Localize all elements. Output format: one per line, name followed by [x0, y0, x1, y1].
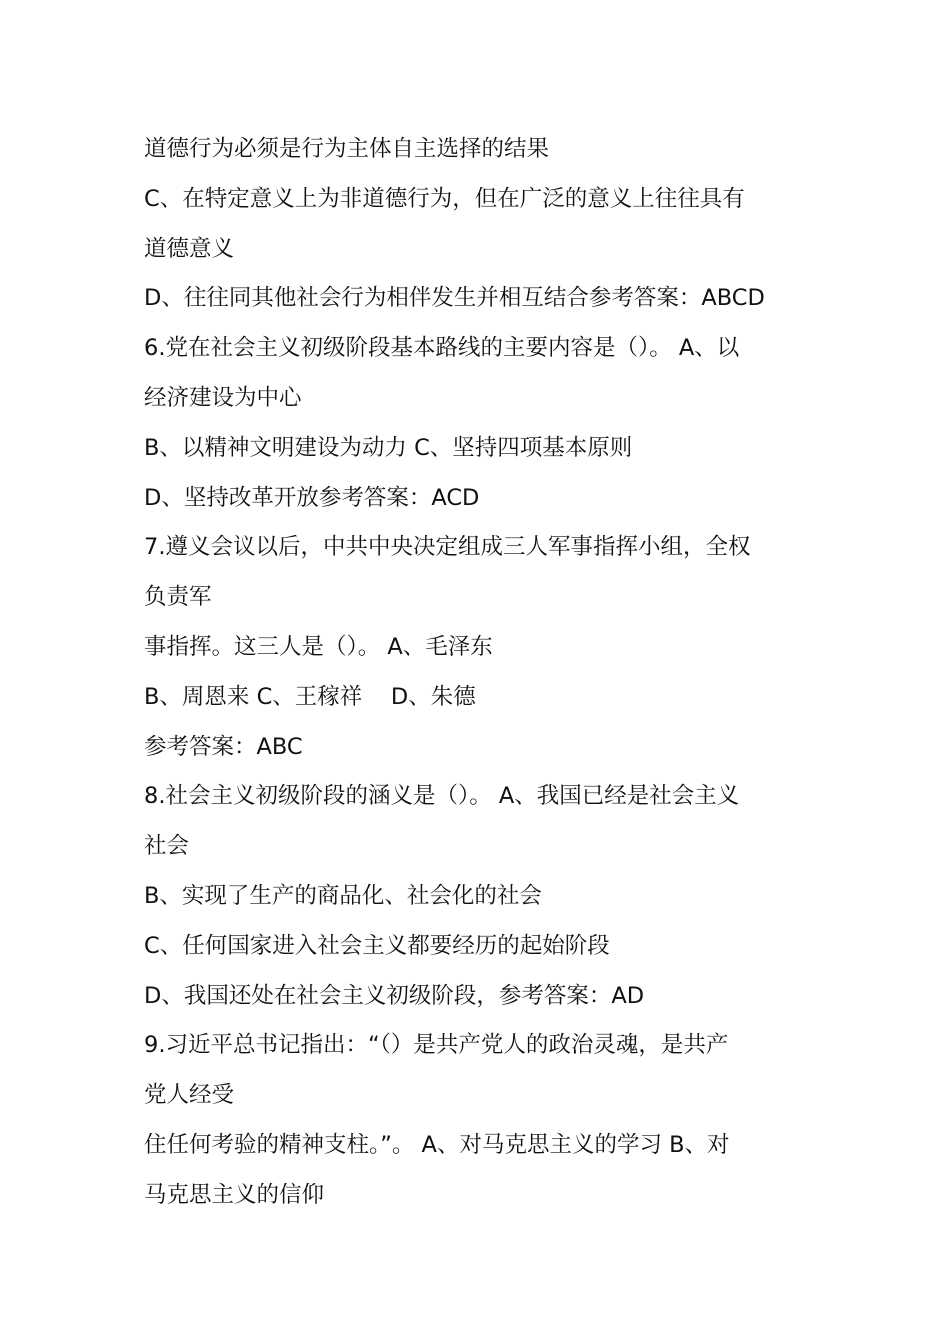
- text-line: 住任何考验的精神支柱。”。 A、对马克思主义的学习 B、对: [144, 1131, 730, 1158]
- text-line: B、实现了生产的商品化、社会化的社会: [144, 882, 542, 909]
- text-line: D、坚持改革开放参考答案：ACD: [144, 484, 480, 511]
- question-line: 6.党在社会主义初级阶段基本路线的主要内容是（）。 A、以: [144, 335, 740, 362]
- text-line: 马克思主义的信仰: [144, 1181, 325, 1208]
- question-line: 8.社会主义初级阶段的涵义是（）。 A、我国已经是社会主义: [144, 783, 740, 810]
- text-line: 道德行为必须是行为主体自主选择的结果: [144, 136, 550, 162]
- text-line: 参考答案：ABC: [144, 733, 303, 760]
- text-line: 经济建设为中心: [144, 384, 302, 411]
- text-line: D、往往同其他社会行为相伴发生并相互结合参考答案：ABCD: [144, 285, 765, 312]
- text-line: 党人经受: [144, 1082, 235, 1109]
- text-line: 负责军: [144, 584, 212, 611]
- document-body: [144, 125, 824, 1221]
- text-line: C、任何国家进入社会主义都要经历的起始阶段: [144, 932, 610, 959]
- text-line: 社会: [144, 833, 190, 860]
- text-line: 事指挥。这三人是（）。 A、毛泽东: [144, 633, 493, 660]
- text-line: C、在特定意义上为非道德行为，但在广泛的意义上往往具有: [144, 185, 745, 212]
- text-line: B、周恩来 C、王稼祥 D、朱德: [144, 683, 476, 710]
- text-line: 道德意义: [144, 235, 235, 262]
- text-line: D、我国还处在社会主义初级阶段，参考答案：AD: [144, 982, 645, 1009]
- text-line: B、以精神文明建设为动力 C、坚持四项基本原则: [144, 434, 633, 461]
- question-line: 9.习近平总书记指出：“（）是共产党人的政治灵魂，是共产: [144, 1032, 729, 1059]
- question-line: 7.遵义会议以后，中共中央决定组成三人军事指挥小组，全权: [144, 534, 751, 561]
